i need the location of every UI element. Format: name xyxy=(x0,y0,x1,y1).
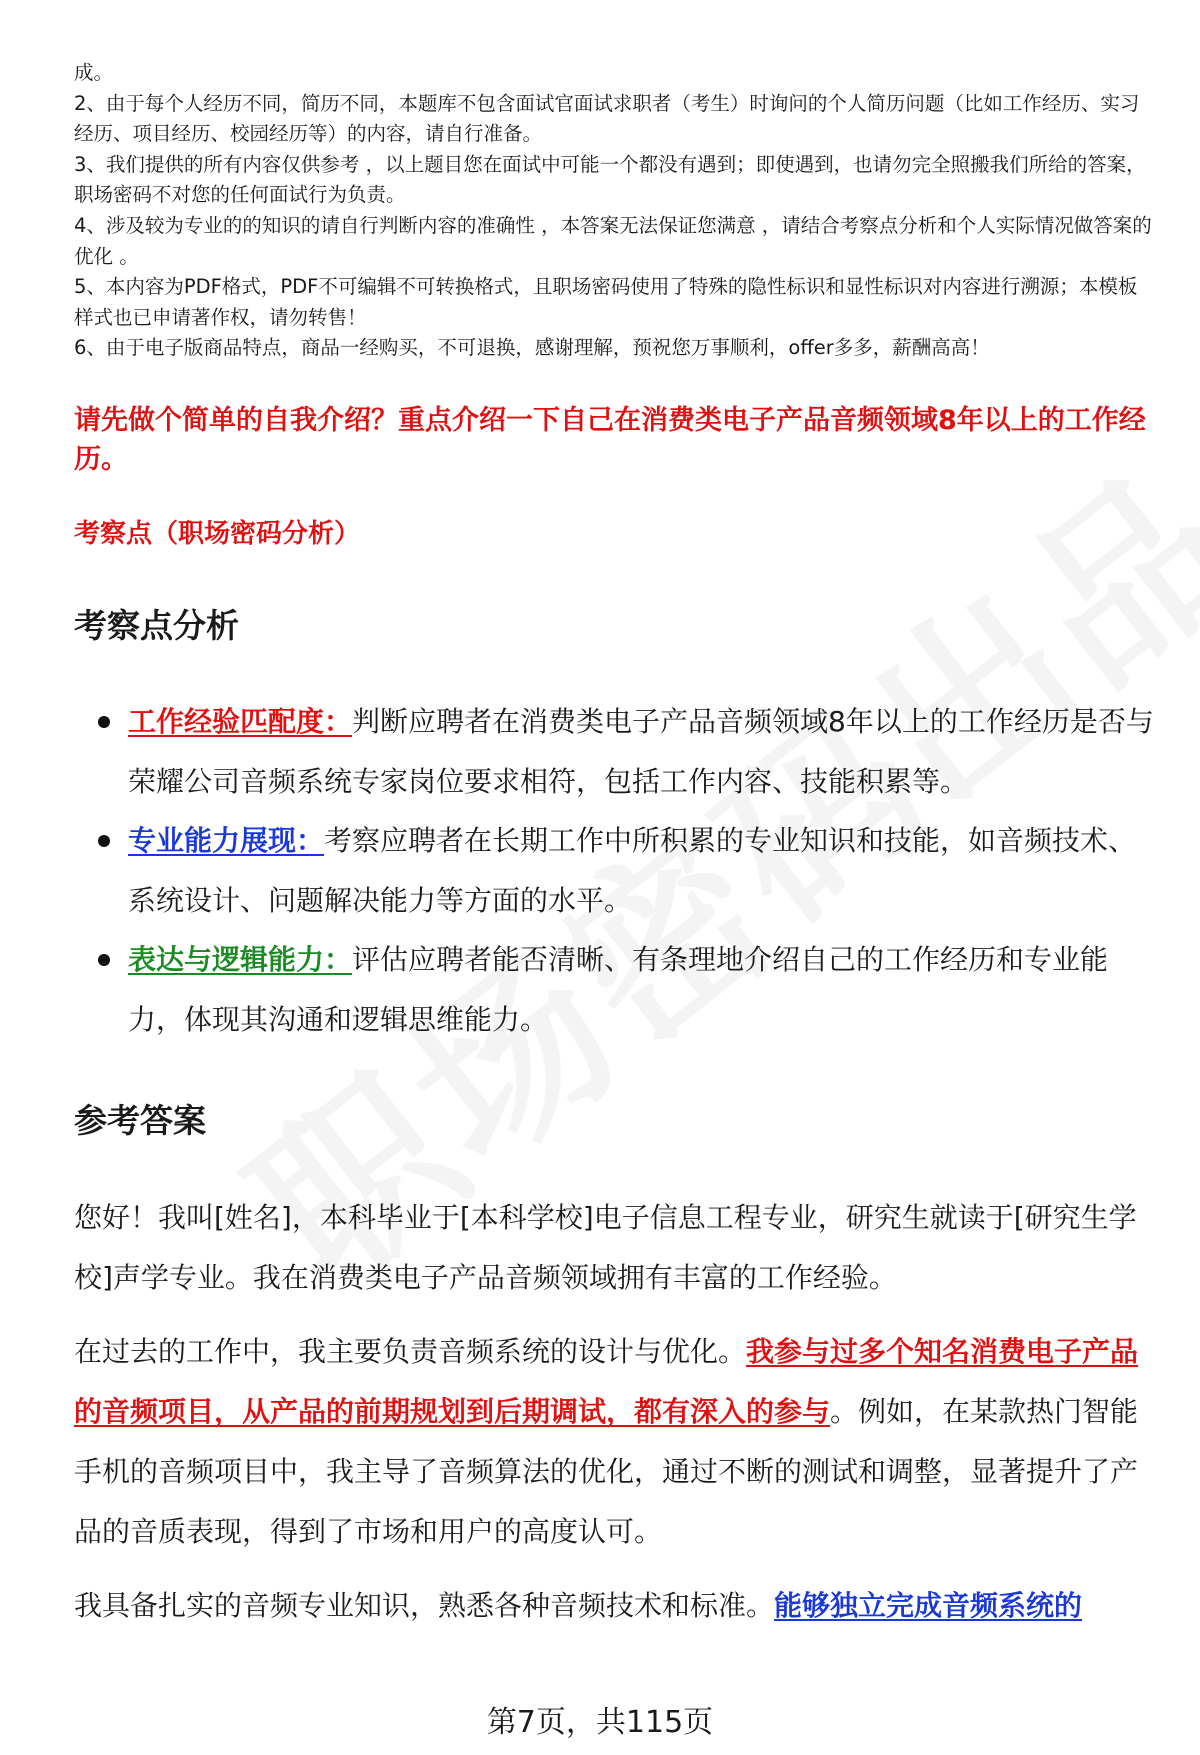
analysis-text: 判断应聘者在消费类电子产品音频领域8年以上的工作经历是否与荣耀公司音频系统专家岗位要求相符，包括工作内容、技能积累等。 xyxy=(128,705,1154,798)
analysis-item xyxy=(74,692,1154,812)
answer-text: 。例如，在某款热门智能手机的音频项目中，我主导了音频算法的优化，通过不断的测试和调整，显著提升了产品的音质表现，得到了市场和用户的高度认可。 xyxy=(74,1395,1139,1548)
note-line: 5、本内容为PDF格式，PDF不可编辑不可转换格式，且职场密码使用了特殊的隐性标识和显性标识对内容进行溯源；本模板样式也已申请著作权，请勿转售！ xyxy=(74,275,1138,329)
bullet-dot-icon xyxy=(98,954,110,966)
answer-body xyxy=(74,1188,1154,1650)
answer-heading: 参考答案 xyxy=(74,1101,206,1140)
disclaimer-notes xyxy=(74,58,1154,364)
note-line: 2、由于每个人经历不同，简历不同，本题库不包含面试官面试求职者（考生）时询问的个人简历问题（比如工作经历、实习经历、项目经历、校园经历等）的内容，请自行准备。 xyxy=(74,91,1140,146)
bullet-dot-icon xyxy=(98,835,110,847)
answer-highlight: 我参与过多个知名消费电子产品的音频项目，从产品的前期规划到后期调试，都有深入的参与 xyxy=(74,1335,1139,1428)
page-number: 第7页，共115页 xyxy=(486,1705,714,1740)
bullet-dot-icon xyxy=(98,716,110,728)
analysis-keyword: 表达与逻辑能力： xyxy=(128,943,353,976)
answer-text: 在过去的工作中，我主要负责音频系统的设计与优化。 xyxy=(74,1335,747,1368)
analysis-item xyxy=(74,930,1154,1050)
analysis-text: 评估应聘者能否清晰、有条理地介绍自己的工作经历和专业能力，体现其沟通和逻辑思维能力。 xyxy=(128,943,1109,1036)
kaochadian-label: 考察点（职场密码分析） xyxy=(74,519,361,549)
answer-paragraph: 您好！我叫[姓名]，本科毕业于[本科学校]电子信息工程专业，研究生就读于[研究生学校]声学专业。我在消费类电子产品音频领域拥有丰富的工作经验。 xyxy=(74,1201,1137,1294)
analysis-heading: 考察点分析 xyxy=(74,606,239,645)
note-line: 6、由于电子版商品特点，商品一经购买，不可退换，感谢理解，预祝您万事顺利，offer多多，薪酬高高！ xyxy=(74,336,990,360)
note-line: 4、涉及较为专业的的知识的请自行判断内容的准确性 ，本答案无法保证您满意 ，请结合考察点分析和个人实际情况做答案的优化 。 xyxy=(74,213,1152,268)
answer-paragraph xyxy=(74,1576,1154,1636)
analysis-list xyxy=(74,692,1154,1049)
interview-question: 请先做个简单的自我介绍？重点介绍一下自己在消费类电子产品音频领域8年以上的工作经历。 xyxy=(74,405,1146,475)
analysis-keyword: 工作经验匹配度： xyxy=(128,705,353,738)
note-line: 成。 xyxy=(74,61,114,84)
answer-highlight: 能够独立完成音频系统的 xyxy=(774,1589,1083,1622)
analysis-text: 考察应聘者在长期工作中所积累的专业知识和技能，如音频技术、系统设计、问题解决能力等方面的水平。 xyxy=(128,824,1137,917)
note-line: 3、我们提供的所有内容仅供参考 ，以上题目您在面试中可能一个都没有遇到；即使遇到，也请勿完全照搬我们所给的答案，职场密码不对您的任何面试行为负责。 xyxy=(74,152,1146,207)
answer-paragraph xyxy=(74,1322,1154,1562)
analysis-keyword: 专业能力展现： xyxy=(128,824,325,857)
analysis-item xyxy=(74,811,1154,931)
answer-text: 我具备扎实的音频专业知识，熟悉各种音频技术和标准。 xyxy=(74,1589,775,1622)
